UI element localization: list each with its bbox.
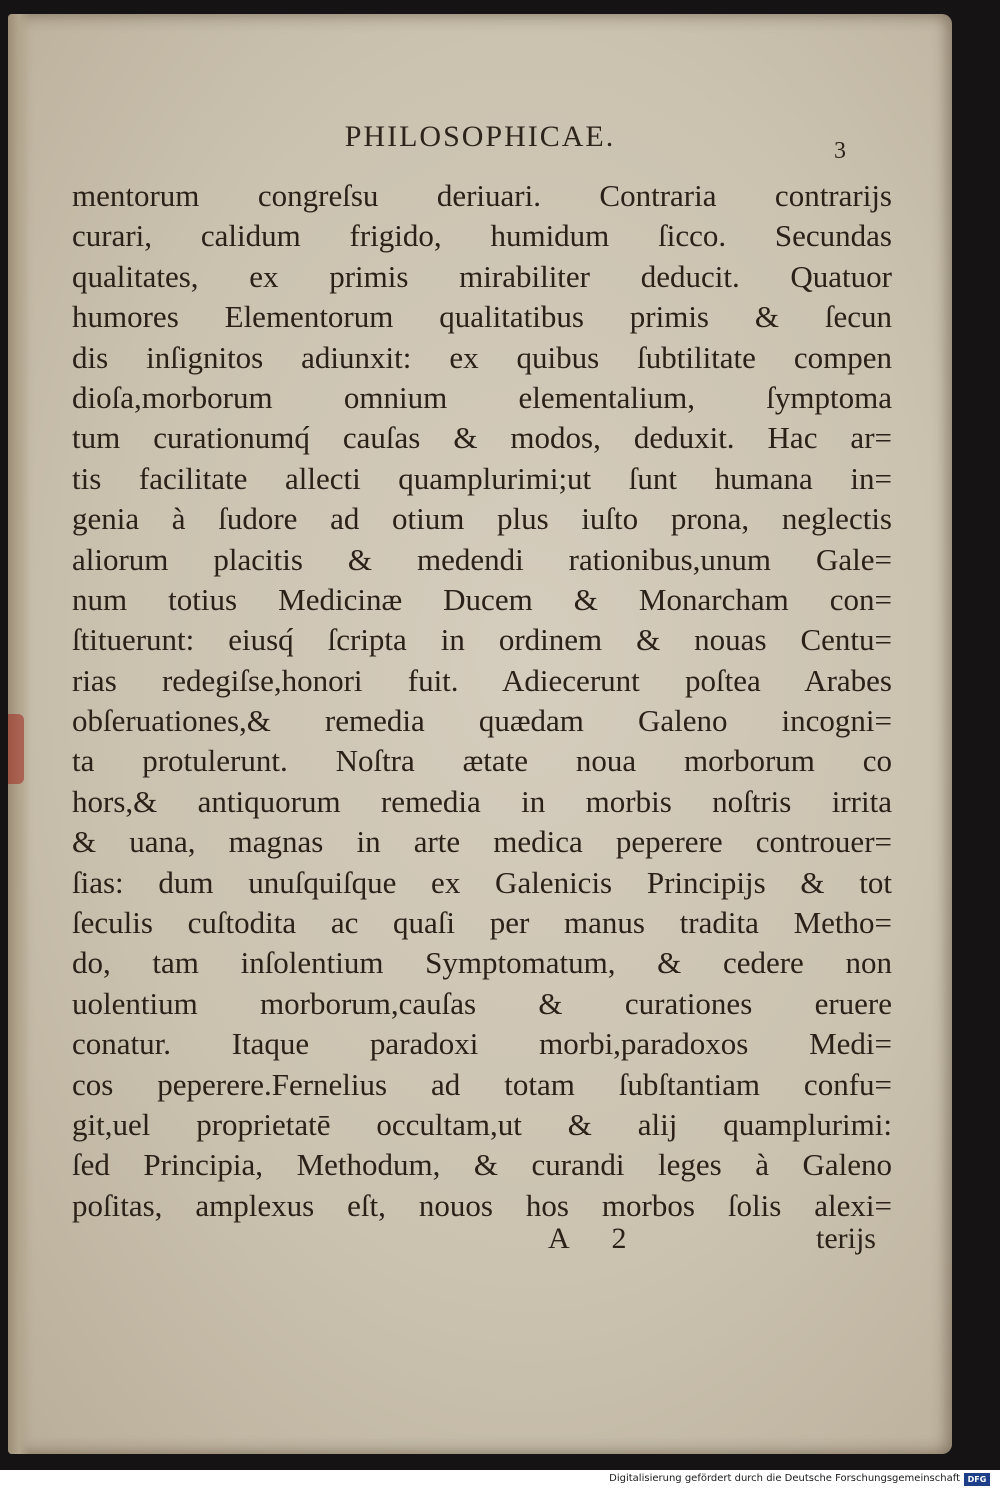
- book-page: [8, 14, 952, 1454]
- text-line: dioſa,morborum omnium elementalium, ſymptoma: [72, 379, 892, 415]
- text-line: humores Elementorum qualitatibus primis & ſecun: [72, 299, 892, 335]
- text-line: ſed Principia, Methodum, & curandi leges à Galeno: [72, 1147, 892, 1183]
- text-line: mentorum congreſsu deriuari. Contraria contrarijs: [72, 178, 892, 213]
- text-line: obſeruationes,& remedia quædam Galeno incogni=: [72, 703, 892, 739]
- text-line: rias redegiſse,honori fuit. Adiecerunt poſtea Arabes: [72, 662, 892, 698]
- signature-mark: A 2: [548, 1222, 627, 1255]
- text-line: qualitates, ex primis mirabiliter deducit. Quatuor: [72, 258, 892, 294]
- text-line: genia à ſudore ad otium plus iuſto prona, neglectis: [72, 501, 892, 537]
- text-line: ſtituerunt: eiusq́ ſcripta in ordinem & nouas Centu=: [72, 622, 892, 658]
- text-line: dis inſignitos adiunxit: ex quibus ſubtilitate compen: [72, 339, 892, 375]
- dfg-logo-icon: DFG: [964, 1473, 990, 1486]
- text-line: tum curationumq́ cauſas & modos, deduxit. Hac ar=: [72, 420, 892, 456]
- text-line: tis facilitate allecti quamplurimi;ut ſunt humana in=: [72, 460, 892, 496]
- text-line: ſias: dum unuſquiſque ex Galenicis Principijs & tot: [72, 864, 892, 900]
- text-line: git,uel proprietatē occultam,ut & alij quamplurimi:: [72, 1106, 892, 1142]
- footer-bar: [0, 1470, 1000, 1490]
- text-line: cos peperere.Fernelius ad totam ſubſtantiam confu=: [72, 1066, 892, 1102]
- text-line: ſeculis cuſtodita ac quaſi per manus tradita Metho=: [72, 905, 892, 941]
- text-line: poſitas, amplexus eſt, nouos hos morbos ſolis alexi=: [72, 1187, 892, 1223]
- catchword: terijs: [816, 1222, 876, 1255]
- text-line: hors,& antiquorum remedia in morbis noſtris irrita: [72, 783, 892, 819]
- edge-stain: [8, 714, 24, 784]
- text-line: ta protulerunt. Noſtra ætate noua morborum co: [72, 743, 892, 779]
- running-head: PHILOSOPHICAE.: [344, 120, 616, 153]
- text-line: uolentium morborum,cauſas & curationes eruere: [72, 985, 892, 1021]
- funding-credit: Digitalisierung gefördert durch die Deutsche Forschungsgemeinschaft: [609, 1473, 960, 1484]
- text-line: & uana, magnas in arte medica peperere controuer=: [72, 824, 892, 860]
- text-line: do, tam inſolentium Symptomatum, & cedere non: [72, 945, 892, 981]
- page-number: 3: [834, 138, 846, 164]
- text-line: aliorum placitis & medendi rationibus,unum Gale=: [72, 541, 892, 577]
- text-line: curari, calidum frigido, humidum ſicco. Secundas: [72, 218, 892, 254]
- text-line: num totius Medicinæ Ducem & Monarcham con=: [72, 581, 892, 617]
- body-text: [72, 176, 892, 1226]
- text-line: conatur. Itaque paradoxi morbi,paradoxos Medi=: [72, 1026, 892, 1062]
